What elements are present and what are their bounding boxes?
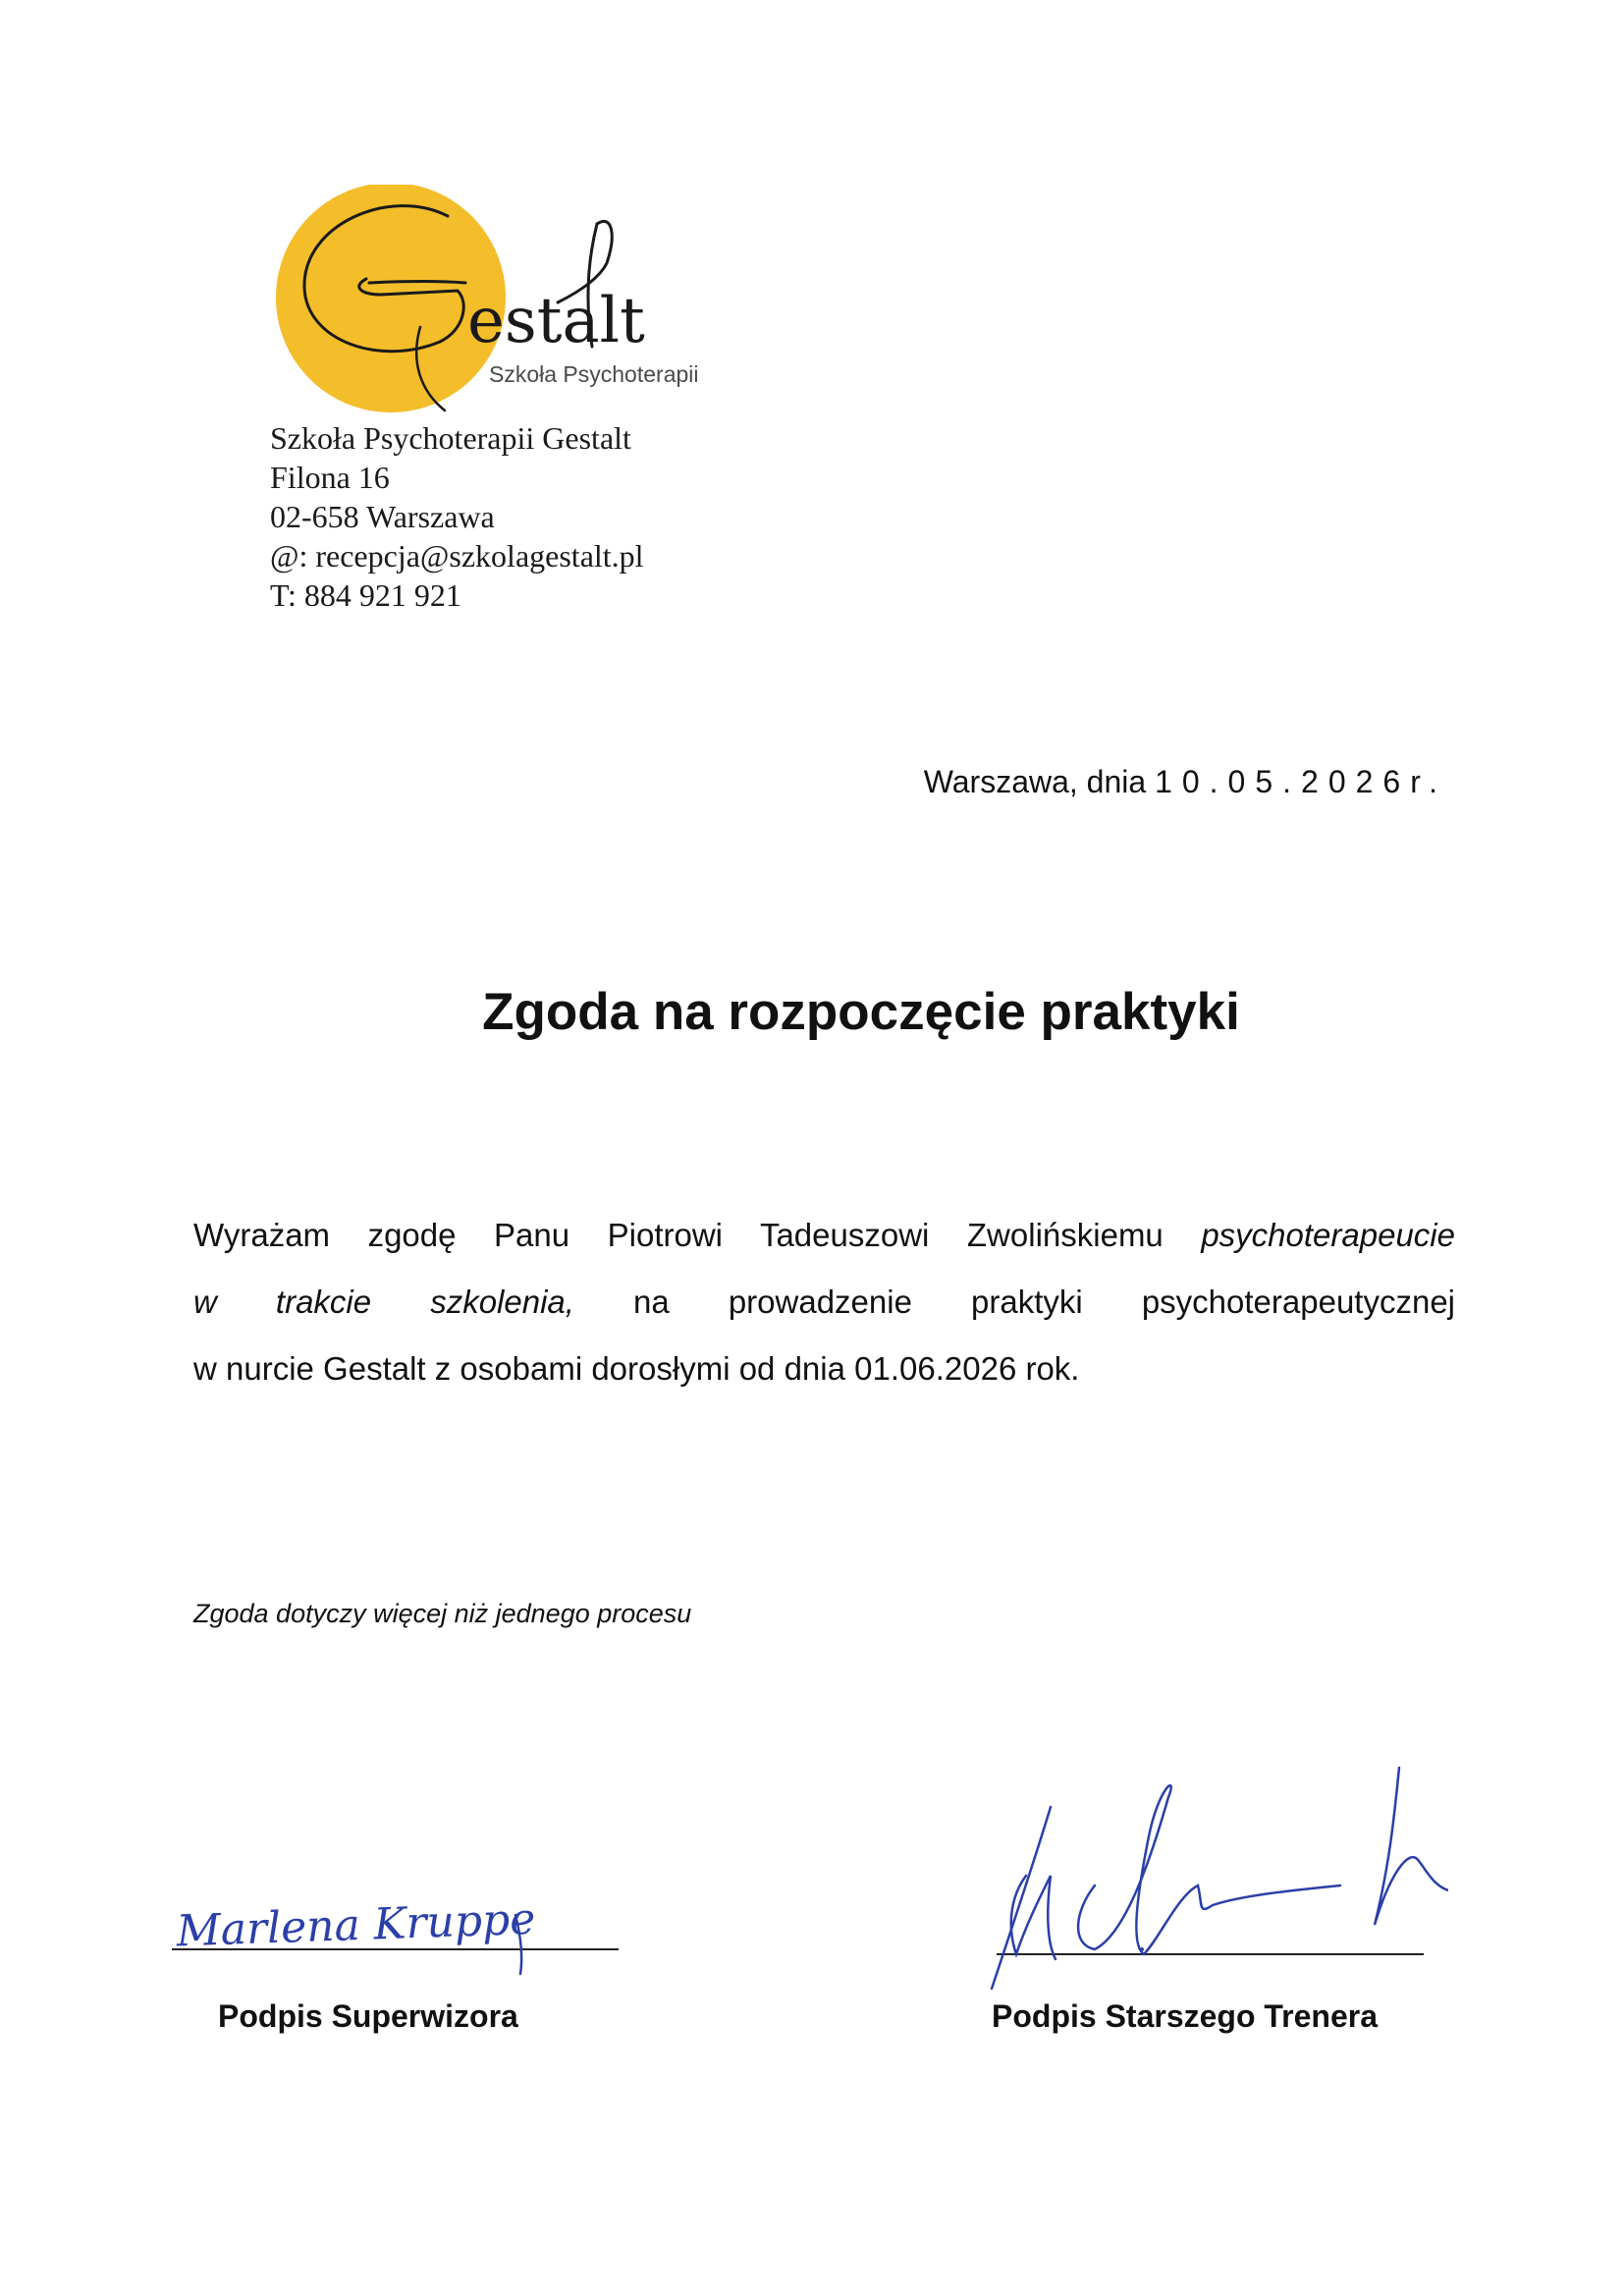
paragraph-line-1 [193, 1202, 1455, 1269]
date-value: 10.05.2026r. [1155, 764, 1447, 799]
date-prefix: Warszawa, dnia [923, 764, 1156, 799]
line2-text: na prowadzenie praktyki psychoterapeutycznej [573, 1284, 1456, 1320]
scope-note: Zgoda dotyczy więcej niż jednego procesu [193, 1599, 692, 1628]
paragraph-line-3: w nurcie Gestalt z osobami dorosłymi od dnia 01.06.2026 rok. [193, 1350, 1080, 1387]
address-name: Szkoła Psychoterapii Gestalt [270, 420, 631, 456]
line2-italic: w trakcie szkolenia, [193, 1284, 574, 1320]
line1-text: Wyrażam zgodę Panu Piotrowi Tadeuszowi Zwolińskiemu [193, 1217, 1202, 1253]
paragraph-line-2 [193, 1269, 1455, 1336]
address-city: 02-658 Warszawa [270, 499, 495, 534]
supervisor-signature-label: Podpis Superwizora [218, 1998, 518, 2034]
supervisor-handwriting: Marlena Kruppe [175, 1893, 537, 1957]
line1-italic: psychoterapeucie [1201, 1217, 1455, 1253]
senior-trainer-signature [957, 1748, 1448, 2023]
consent-paragraph [193, 1202, 1455, 1402]
logo-wordmark-script: estalt [467, 285, 645, 357]
senior-trainer-signature-label: Podpis Starszego Trenera [992, 1998, 1379, 2034]
logo-subtitle: Szkoła Psychoterapii [489, 361, 699, 387]
address-street: Filona 16 [270, 460, 390, 495]
document-title: Zgoda na rozpoczęcie praktyki [482, 983, 1240, 1041]
senior-trainer-signature-graphic [957, 1748, 1448, 2023]
gestalt-logo [273, 185, 764, 420]
address-email: @: recepcja@szkolagestalt.pl [270, 538, 644, 574]
address-phone: T: 884 921 921 [270, 577, 461, 613]
sender-address [270, 418, 644, 615]
date-line [924, 764, 1447, 800]
